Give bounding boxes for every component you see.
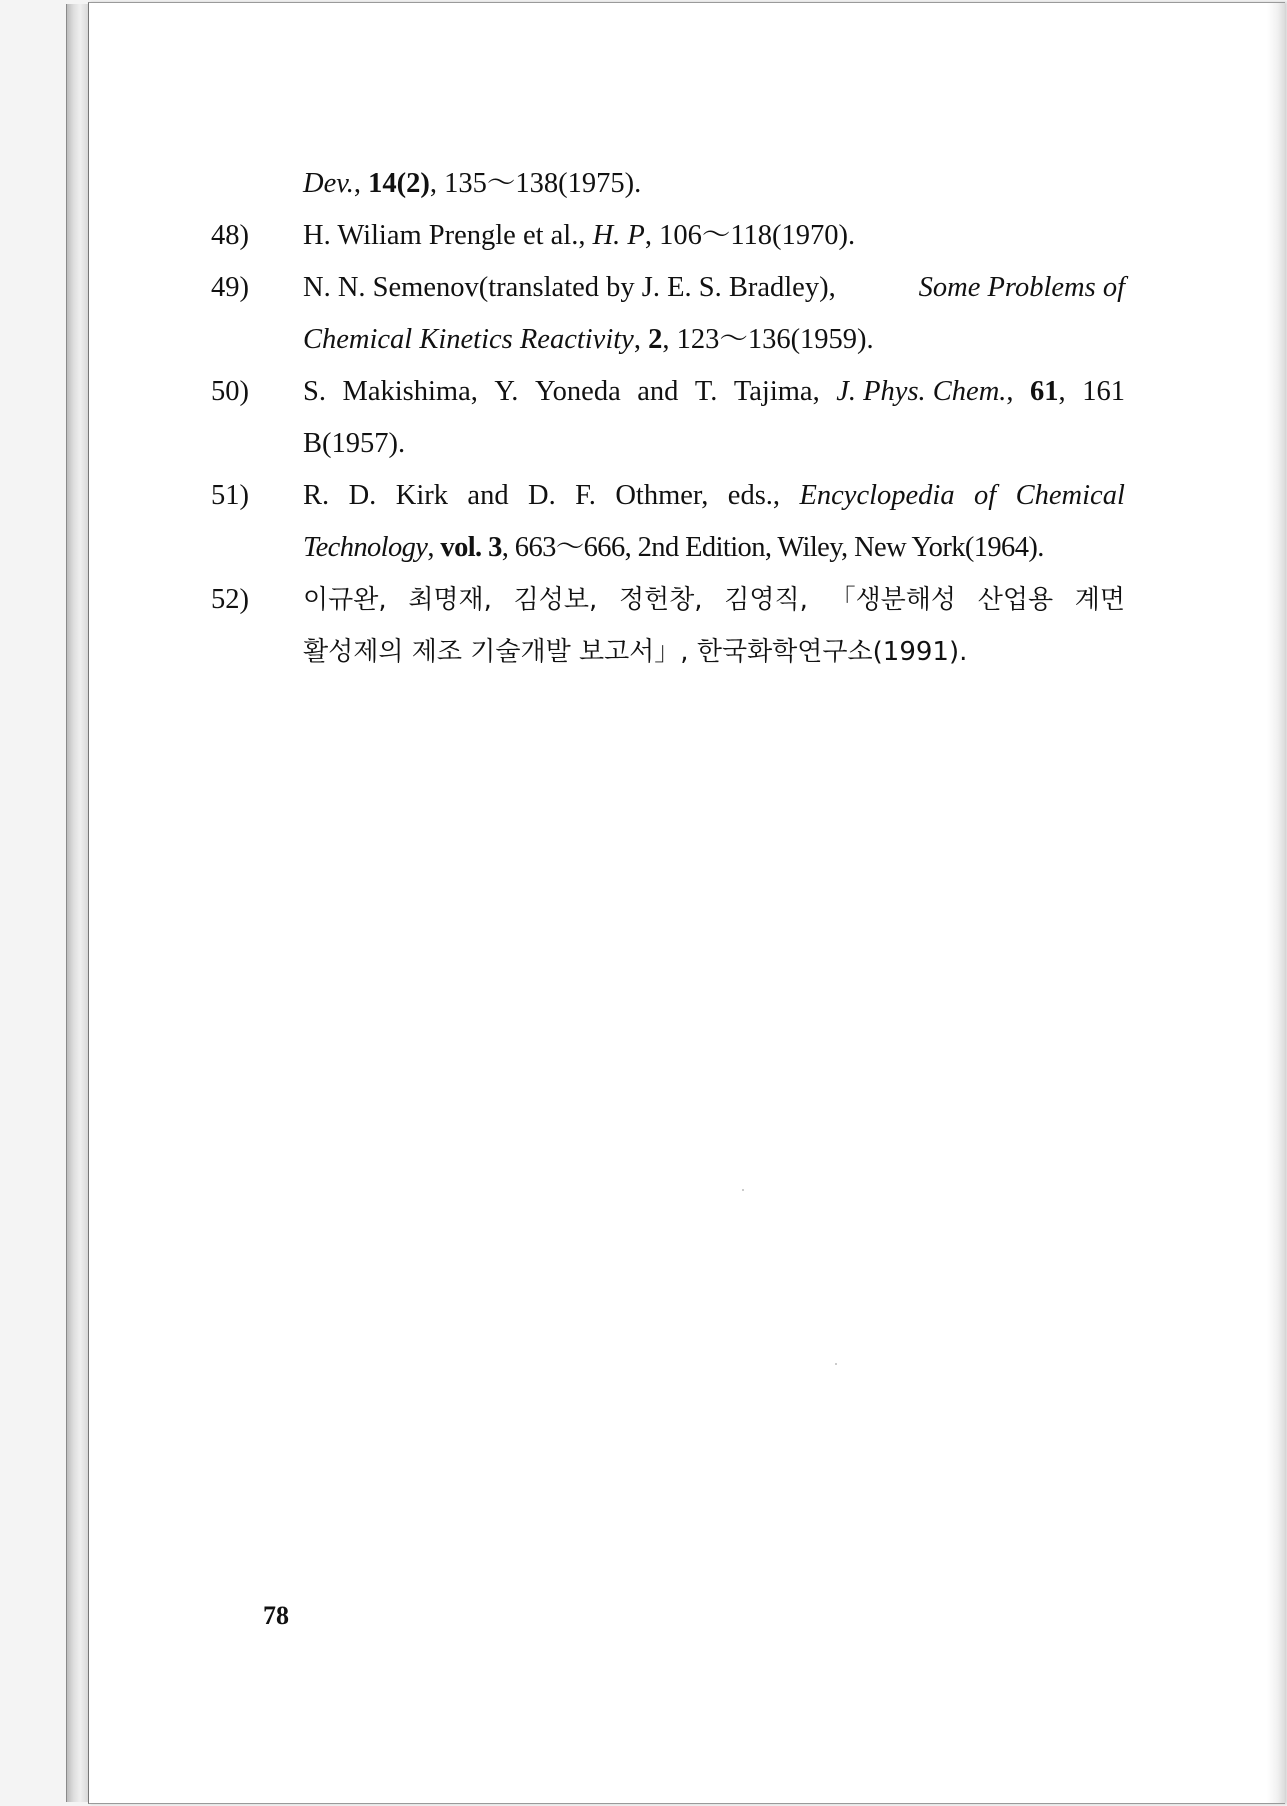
author: 최명재,	[408, 585, 492, 615]
pages-year: , 135～138(1975).	[429, 168, 642, 199]
title-word: 「생분해성	[829, 585, 957, 615]
reference-50-line-1	[303, 375, 1125, 409]
word: and	[637, 376, 679, 407]
scan-speck	[742, 1189, 744, 1191]
book-binding-edge	[66, 4, 89, 1802]
document-page	[88, 2, 1285, 1804]
reference-number-51: 51)	[211, 480, 249, 511]
author: 김영직,	[724, 585, 808, 615]
pages-year: , 106～118(1970).	[644, 220, 856, 251]
author: 이규완,	[303, 585, 387, 615]
page: 161	[1082, 376, 1125, 407]
word: Makishima,	[342, 376, 478, 407]
journal-abbrev: H. P	[592, 220, 645, 251]
author: 김성보,	[513, 585, 598, 615]
reference-48	[303, 219, 855, 253]
volume: vol. 3	[440, 532, 502, 563]
volume-issue: 14(2)	[368, 168, 430, 199]
text-fragment: ,	[633, 324, 649, 355]
word: Y.	[494, 376, 519, 407]
book-title: Technology	[303, 532, 428, 563]
page-edge-shadow	[1267, 3, 1285, 1803]
reference-number-49: 49)	[211, 272, 249, 303]
reference-49-line-2	[303, 323, 874, 357]
reference-number-50: 50)	[211, 376, 249, 407]
text-fragment: ,	[353, 168, 369, 199]
word: T.	[694, 376, 718, 407]
word: Yoneda	[534, 376, 621, 407]
scan-speck	[835, 1363, 837, 1365]
pages-year: , 123～136(1959).	[662, 324, 874, 355]
journal-abbrev: J. Phys. Chem.	[836, 376, 1007, 407]
journal-abbrev: Dev.	[303, 168, 354, 199]
book-title: Some Problems of	[918, 272, 1125, 303]
volume: 2	[648, 324, 663, 355]
book-title-word: Chemical	[1015, 480, 1125, 511]
text-fragment: ,	[427, 532, 441, 563]
word: R.	[303, 480, 330, 511]
reference-51-line-2	[303, 531, 1044, 565]
title-word: 산업용	[977, 585, 1054, 615]
comma: ,	[1058, 376, 1066, 407]
reference-50-line-2	[303, 427, 405, 461]
comma: ,	[1006, 376, 1014, 407]
reference-number-48: 48)	[211, 220, 249, 251]
authors: N. N. Semenov(translated by J. E. S. Bradley),	[303, 272, 836, 303]
word: Othmer,	[615, 480, 709, 511]
word: S.	[303, 376, 326, 407]
word: D.	[528, 480, 556, 511]
title-word: 계면	[1074, 585, 1125, 615]
reference-47-continuation	[303, 167, 641, 201]
word: Kirk	[395, 480, 448, 511]
word: F.	[575, 480, 596, 511]
word: Tajima,	[733, 376, 820, 407]
book-title-word: Encyclopedia	[799, 480, 955, 511]
word: D.	[348, 480, 377, 511]
authors: H. Wiliam Prengle et al.,	[303, 220, 593, 251]
publication-info: , 663～666, 2nd Edition, Wiley, New York(1964).	[501, 532, 1044, 563]
author: 정헌창,	[618, 585, 703, 615]
text-fragment: B(1957).	[303, 428, 406, 459]
reference-number-52: 52)	[211, 584, 249, 615]
word: eds.,	[727, 480, 781, 511]
reference-52-line-1	[303, 583, 1125, 617]
journal-volume-group	[836, 375, 1013, 409]
volume-group	[1030, 375, 1066, 409]
word: and	[467, 480, 509, 511]
book-title-word: of	[974, 480, 997, 511]
reference-52-line-2: 활성제의 제조 기술개발 보고서」, 한국화학연구소(1991).	[303, 637, 968, 667]
reference-49-line-1	[303, 271, 1125, 305]
volume: 61	[1030, 376, 1059, 407]
reference-51-line-1	[303, 479, 1125, 513]
page-number: 78	[263, 1601, 289, 1630]
book-title: Chemical Kinetics Reactivity	[303, 324, 634, 355]
